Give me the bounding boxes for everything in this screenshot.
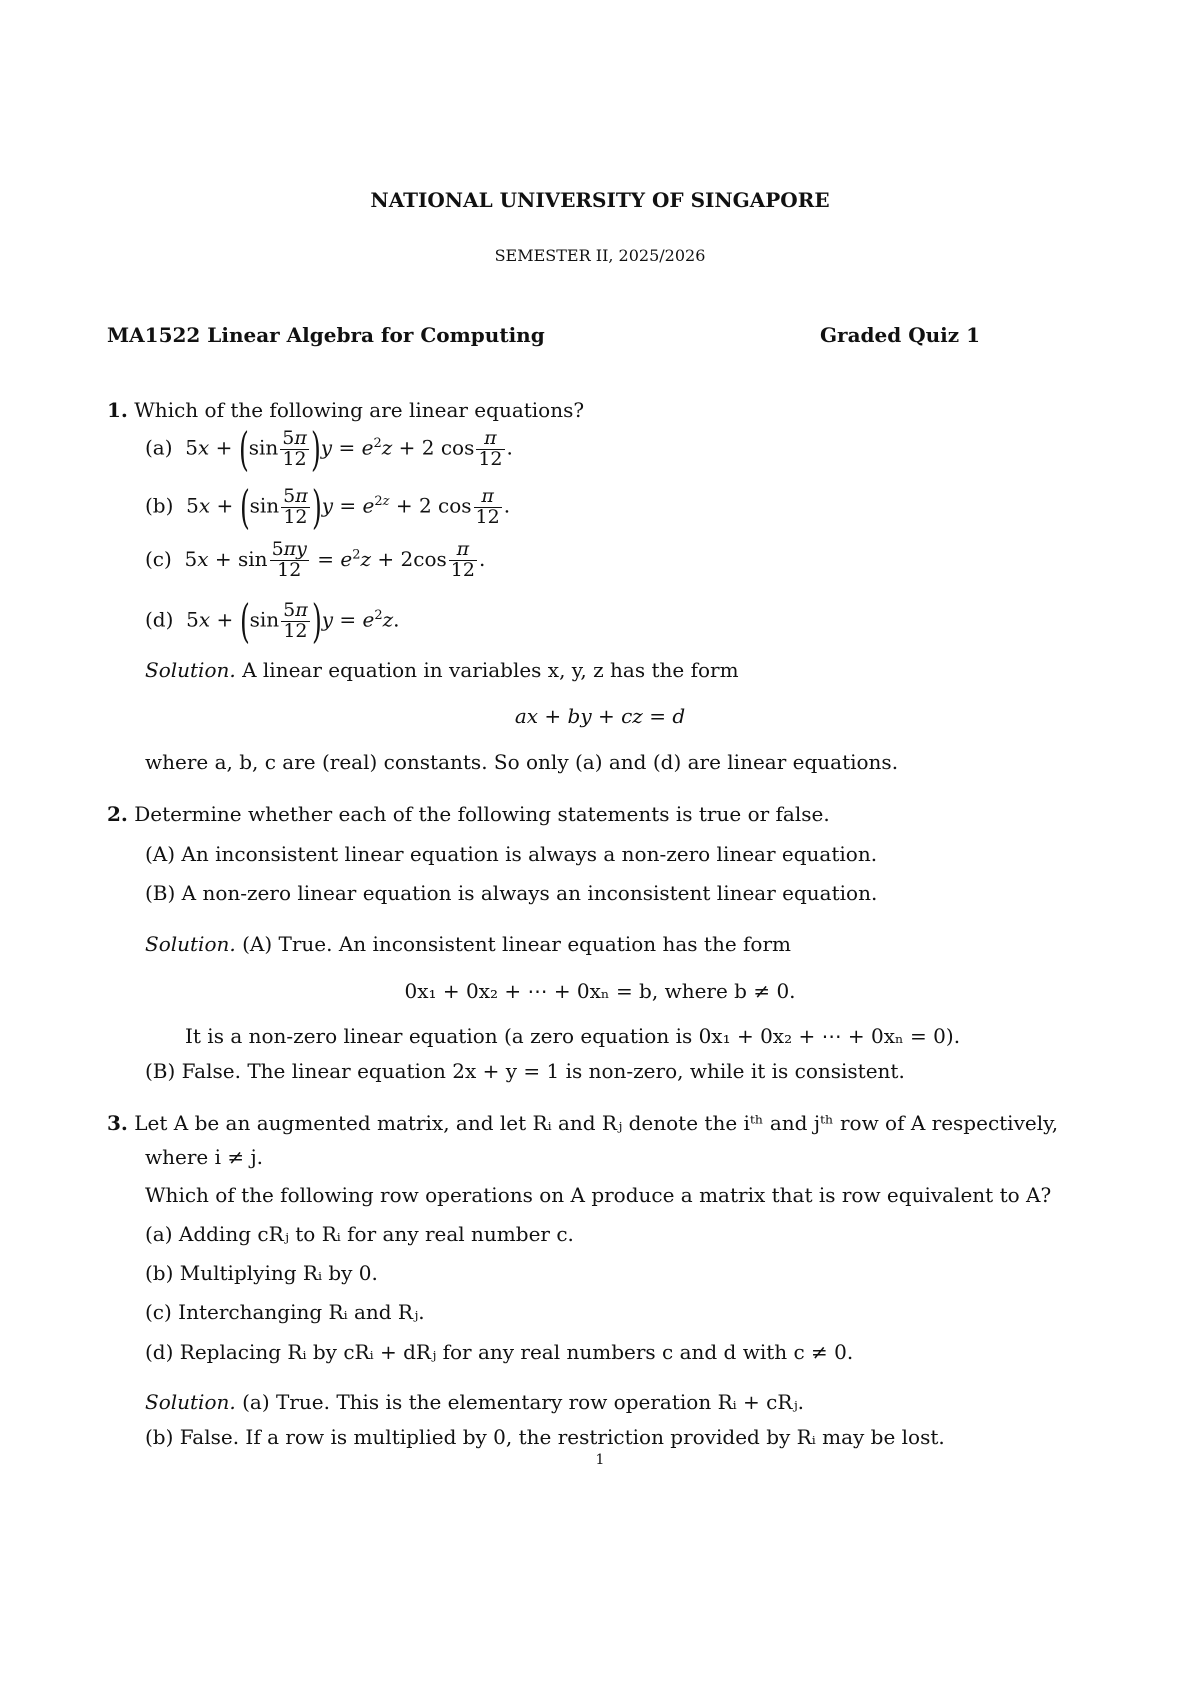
question-3 bbox=[107, 1111, 1058, 1135]
solution-label: Solution. bbox=[145, 1390, 236, 1414]
option-label: (d) bbox=[145, 607, 174, 632]
option-label: (a) bbox=[145, 435, 173, 460]
question-prompt: Which of the following are linear equations? bbox=[134, 398, 585, 422]
question-prompt: Let A be an augmented matrix, and let Rᵢ and Rⱼ denote the iᵗʰ and jᵗʰ row of A respectively, bbox=[134, 1111, 1059, 1135]
q1-linear-form: ax + by + cz = d bbox=[514, 704, 686, 728]
solution-a: (a) True. This is the elementary row operation Rᵢ + cRⱼ. bbox=[242, 1390, 805, 1414]
q2-solution bbox=[145, 932, 791, 956]
solution-label: Solution. bbox=[145, 658, 236, 682]
quiz-title: Graded Quiz 1 bbox=[819, 323, 980, 347]
q3-solution bbox=[145, 1390, 804, 1414]
q3-option-b: (b) Multiplying Rᵢ by 0. bbox=[145, 1261, 378, 1285]
question-1 bbox=[107, 398, 584, 422]
university-title: NATIONAL UNIVERSITY OF SINGAPORE bbox=[370, 188, 830, 212]
question-number: 2. bbox=[107, 802, 128, 826]
course-title: MA1522 Linear Algebra for Computing bbox=[107, 323, 545, 347]
q3-question: Which of the following row operations on A produce a matrix that is row equivalent to A? bbox=[145, 1183, 1052, 1207]
semester-label: SEMESTER II, 2025/2026 bbox=[494, 246, 706, 265]
q2-zero-equation-note: It is a non-zero linear equation (a zero equation is 0x₁ + 0x₂ + ⋯ + 0xₙ = 0). bbox=[185, 1024, 961, 1048]
solution-label: Solution. bbox=[145, 932, 236, 956]
q1-option-c: (c) 5x + sin $\frac{5\pi y}{12}$ = $e^2z + 2\cos$ $\frac{\pi}{12}$ . bbox=[145, 538, 486, 581]
q1-solution bbox=[145, 658, 739, 682]
option-label: (c) bbox=[145, 546, 172, 571]
solution-a: (A) True. An inconsistent linear equation has the form bbox=[242, 932, 791, 956]
q3-option-c: (c) Interchanging Rᵢ and Rⱼ. bbox=[145, 1300, 425, 1324]
q2-inconsistent-form: 0x₁ + 0x₂ + ⋯ + 0xₙ = b, where b ≠ 0. bbox=[404, 979, 796, 1003]
q3-solution-b: (b) False. If a row is multiplied by 0, the restriction provided by Rᵢ may be lost. bbox=[145, 1425, 945, 1449]
q1-option-b: (b) 5x + (sin $\frac{5\pi}{12}$ )$y = e^{2z} + 2$ cos $\frac{\pi}{12}$ . bbox=[145, 480, 511, 534]
solution-text: A linear equation in variables x, y, z has the form bbox=[242, 658, 739, 682]
q3-option-d: (d) Replacing Rᵢ by cRᵢ + dRⱼ for any real numbers c and d with c ≠ 0. bbox=[145, 1340, 854, 1364]
q3-option-a: (a) Adding cRⱼ to Rᵢ for any real number c. bbox=[145, 1222, 574, 1246]
page-number: 1 bbox=[595, 1452, 605, 1468]
q2-solution-b: (B) False. The linear equation 2x + y = 1 is non-zero, while it is consistent. bbox=[145, 1059, 905, 1083]
question-prompt: Determine whether each of the following statements is true or false. bbox=[134, 802, 830, 826]
option-label: (b) bbox=[145, 493, 174, 518]
question-number: 3. bbox=[107, 1111, 128, 1135]
q1-option-d: (d) 5x + (sin $\frac{5\pi}{12}$ )$y = e^2z$. bbox=[145, 594, 400, 648]
q3-prompt-line2: where i ≠ j. bbox=[145, 1145, 264, 1169]
q1-option-a: (a) 5x + (sin $\frac{5\pi}{12}$ )$y = e^2z + 2$ cos $\frac{\pi}{12}$ . bbox=[145, 422, 513, 476]
question-number: 1. bbox=[107, 398, 128, 422]
q2-statement-a: (A) An inconsistent linear equation is always a non-zero linear equation. bbox=[145, 842, 878, 866]
question-2 bbox=[107, 802, 830, 826]
q1-conclusion: where a, b, c are (real) constants. So only (a) and (d) are linear equations. bbox=[145, 750, 899, 774]
q2-statement-b: (B) A non-zero linear equation is always an inconsistent linear equation. bbox=[145, 881, 878, 905]
